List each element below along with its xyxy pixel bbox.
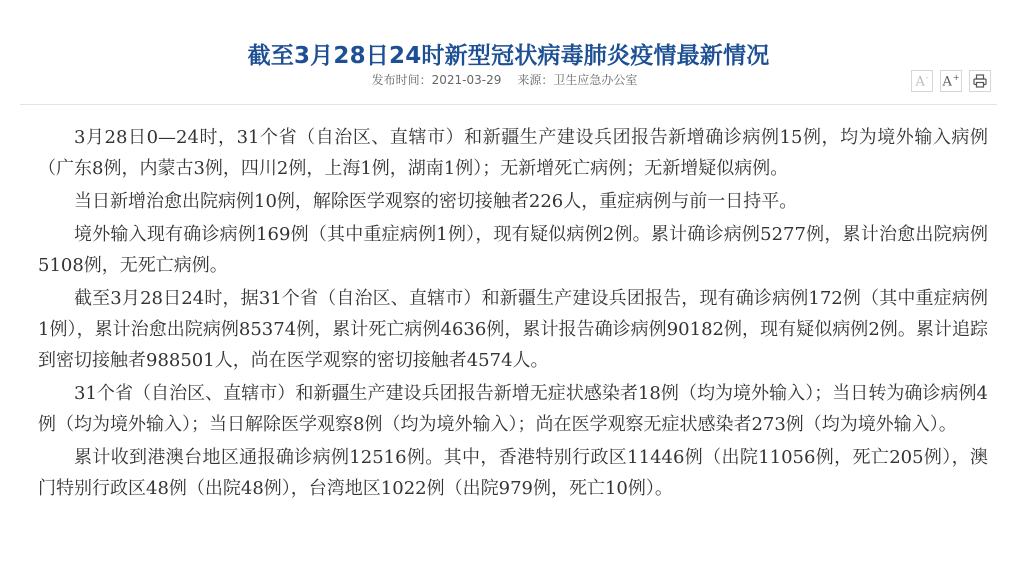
- printer-icon: [973, 74, 987, 88]
- publish-date: 2021-03-29: [431, 73, 502, 87]
- publish-info: [372, 73, 510, 87]
- font-smaller-icon: A-: [915, 72, 929, 90]
- source-label: 来源：: [517, 73, 554, 87]
- paragraph-2: 当日新增治愈出院病例10例，解除医学观察的密切接触者226人，重症病例与前一日持平。: [74, 191, 798, 212]
- source-info: [517, 73, 637, 87]
- paragraph-3: 境外输入现有确诊病例169例（其中重症病例1例），现有疑似病例2例。累计确诊病例5277例，累计治愈出院病例5108例，无死亡病例。: [38, 224, 988, 276]
- font-smaller-button[interactable]: [911, 70, 933, 92]
- paragraph-5: 31个省（自治区、直辖市）和新疆生产建设兵团报告新增无症状感染者18例（均为境外输入）；当日转为确诊病例4例（均为境外输入）；当日解除医学观察8例（均为境外输入）；尚在医学观察无症状感染者273例（均为境外输入）。: [38, 383, 988, 435]
- article-title: 截至3月28日24时新型冠状病毒肺炎疫情最新情况: [247, 43, 770, 70]
- source-value: 卫生应急办公室: [553, 73, 638, 87]
- article-tools: [911, 70, 991, 92]
- print-button[interactable]: [969, 70, 991, 92]
- header-divider: [20, 104, 997, 105]
- publish-label: 发布时间：: [371, 73, 432, 87]
- paragraph-4: 截至3月28日24时，据31个省（自治区、直辖市）和新疆生产建设兵团报告，现有确诊病例172例（其中重症病例1例），累计治愈出院病例85374例，累计死亡病例4636例，累计报告确诊病例90182例，现有疑似病例2例。累计追踪到密切接触者988501人，尚在医学观察的密切接触者4574人。: [38, 288, 988, 371]
- font-larger-icon: A+: [942, 72, 960, 90]
- paragraph-1: 3月28日0—24时，31个省（自治区、直辖市）和新疆生产建设兵团报告新增确诊病例15例，均为境外输入病例（广东8例，内蒙古3例，四川2例，上海1例，湖南1例）；无新增死亡病例；无新增疑似病例。: [38, 127, 988, 179]
- article-body: [38, 122, 988, 506]
- font-larger-button[interactable]: [940, 70, 962, 92]
- article-meta: [0, 71, 1017, 88]
- paragraph-6: 累计收到港澳台地区通报确诊病例12516例。其中，香港特别行政区11446例（出院11056例，死亡205例），澳门特别行政区48例（出院48例），台湾地区1022例（出院979例，死亡10例）。: [38, 447, 988, 499]
